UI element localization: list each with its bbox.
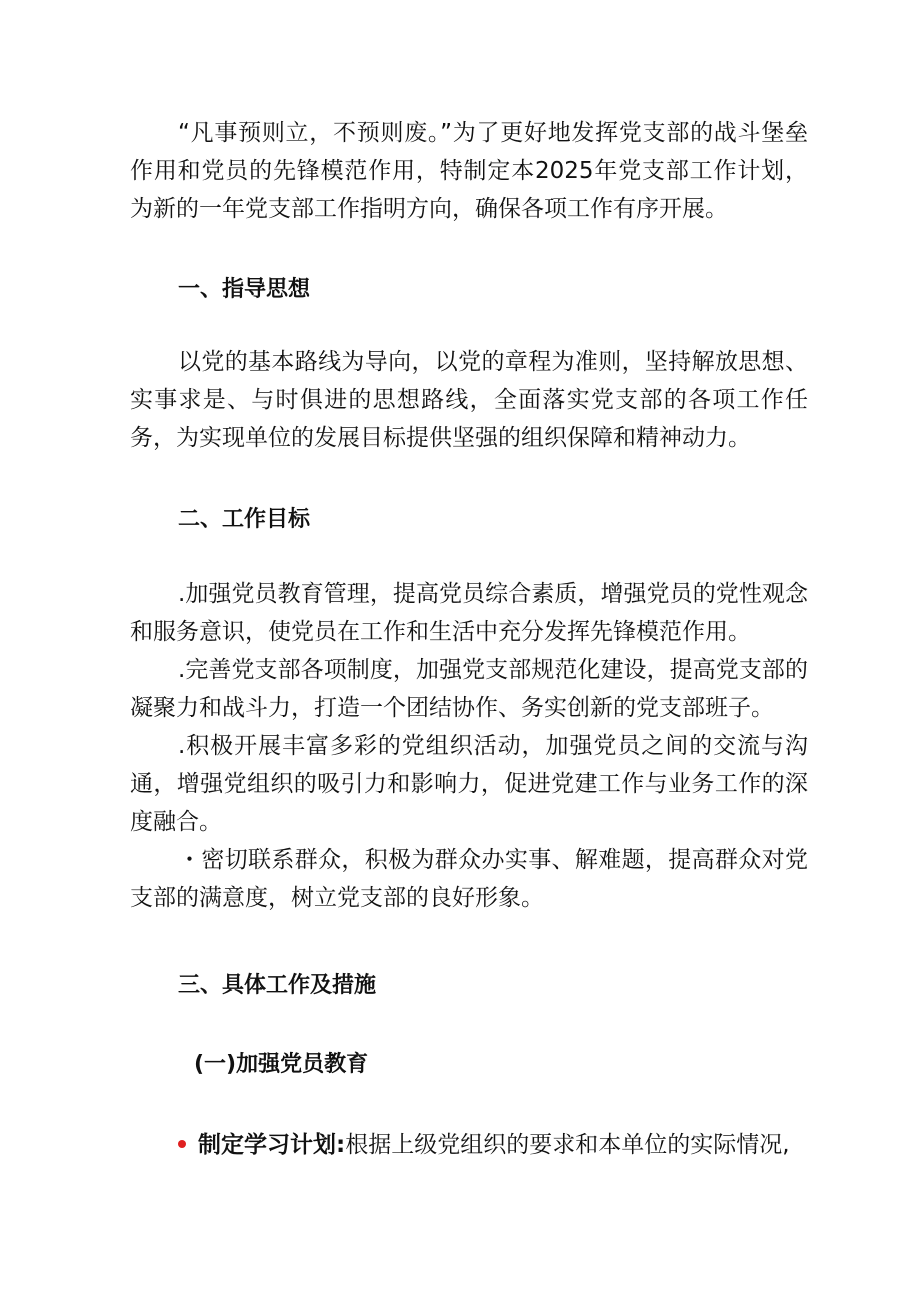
intro-paragraph: “凡事预则立，不预则废。”为了更好地发挥党支部的战斗堡垒作用和党员的先锋模范作用，特制定本2025年党支部工作计划，为新的一年党支部工作指明方向，确保各项工作有序开展。 bbox=[130, 120, 808, 222]
bullet-label: 制定学习计划: bbox=[198, 1132, 346, 1158]
subsection-heading-party-education: (一)加强党员教育 bbox=[194, 1052, 369, 1077]
bullet-text: 根据上级党组织的要求和本单位的实际情况, bbox=[345, 1132, 790, 1158]
section-heading-work-goals: 二、工作目标 bbox=[178, 507, 311, 532]
red-bullet-icon bbox=[178, 1140, 186, 1148]
bullet-item-study-plan bbox=[178, 1126, 818, 1164]
section-heading-guiding-ideology: 一、指导思想 bbox=[178, 277, 311, 302]
goal-item-1: .加强党员教育管理，提高党员综合素质，增强党员的党性观念和服务意识，使党员在工作和生活中充分发挥先锋模范作用。 bbox=[130, 581, 808, 645]
section-heading-specific-measures: 三、具体工作及措施 bbox=[178, 973, 377, 998]
guiding-ideology-paragraph: 以党的基本路线为导向，以党的章程为准则，坚持解放思想、实事求是、与时俱进的思想路线，全面落实党支部的各项工作任务，为实现单位的发展目标提供坚强的组织保障和精神动力。 bbox=[130, 349, 808, 451]
goal-item-2: .完善党支部各项制度，加强党支部规范化建设，提高党支部的凝聚力和战斗力，打造一个团结协作、务实创新的党支部班子。 bbox=[130, 657, 808, 721]
goal-item-3: .积极开展丰富多彩的党组织活动，加强党员之间的交流与沟通，增强党组织的吸引力和影响力，促进党建工作与业务工作的深度融合。 bbox=[130, 733, 808, 835]
goal-item-4: ・密切联系群众，积极为群众办实事、解难题，提高群众对党支部的满意度，树立党支部的良好形象。 bbox=[130, 847, 808, 911]
